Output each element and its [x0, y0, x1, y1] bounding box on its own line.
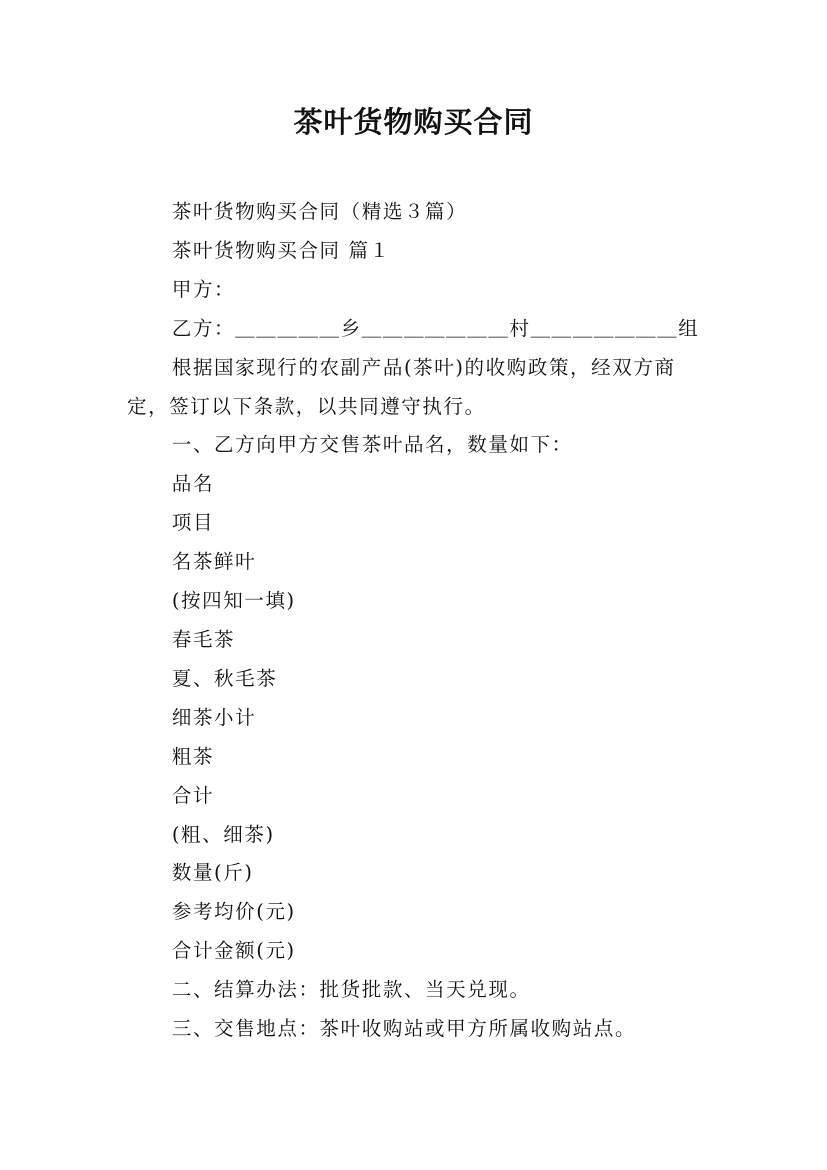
paragraph-party-a: 甲方： [171, 277, 236, 301]
paragraph-item: 春毛茶 [171, 627, 236, 651]
paragraph-item: 粗茶 [171, 744, 215, 768]
paragraph-item: 参考均价(元) [171, 900, 296, 924]
paragraph-item: 夏、秋毛茶 [171, 666, 278, 690]
paragraph-clause-2: 二、结算办法：批货批款、当天兑现。 [171, 978, 531, 1002]
paragraph-item: (粗、细茶) [171, 822, 275, 846]
paragraph-item: 合计 [171, 783, 215, 807]
paragraph-item: 数量(斤) [171, 861, 254, 885]
paragraph-subtitle: 茶叶货物购买合同（精选３篇） [171, 200, 468, 223]
paragraph-clause-3: 三、交售地点：茶叶收购站或甲方所属收购站点。 [171, 1017, 637, 1041]
paragraph-item: 合计金额(元) [171, 939, 296, 963]
document-title: 茶叶货物购买合同 [293, 105, 534, 139]
paragraph-party-b: 乙方：＿＿＿＿＿乡＿＿＿＿＿＿＿村＿＿＿＿＿＿＿组 [171, 316, 700, 340]
paragraph-item: 细茶小计 [171, 705, 257, 729]
paragraph-clause-1: 一、乙方向甲方交售茶叶品名，数量如下： [171, 433, 573, 457]
paragraph-item: (按四知一填) [171, 589, 296, 613]
paragraph-item: 项目 [171, 511, 215, 535]
paragraph-preamble: 根据国家现行的农副产品(茶叶)的收购政策，经双方商定，签订以下条款，以共同遵守执行。 [127, 355, 676, 418]
paragraph-item: 名茶鲜叶 [171, 550, 257, 574]
paragraph-section-heading: 茶叶货物购买合同 篇１ [171, 238, 391, 262]
document-body [127, 193, 707, 1049]
paragraph-item: 品名 [171, 472, 215, 496]
